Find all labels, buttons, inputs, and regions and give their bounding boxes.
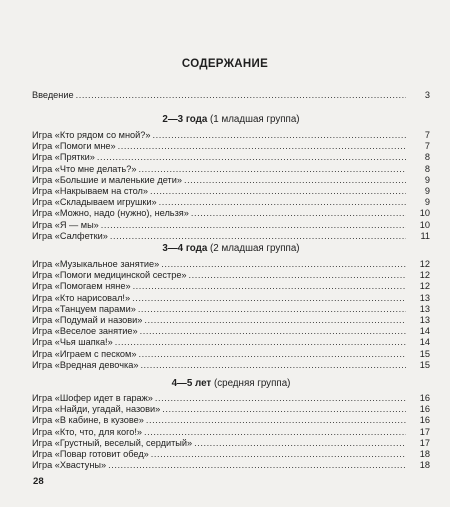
toc-row [32, 438, 430, 449]
leader-dots [110, 231, 406, 242]
leader-dots [159, 197, 406, 208]
toc-page: 7 [424, 141, 430, 152]
leader-dots [184, 175, 406, 186]
leader-dots [138, 164, 406, 175]
toc-label: Введение [32, 90, 74, 100]
toc-label: Игра «Складываем игрушки» [32, 197, 157, 208]
toc-label: Игра «Я — мы» [32, 219, 99, 230]
leader-dots [118, 141, 406, 152]
toc-row [32, 141, 430, 152]
section-list [32, 130, 430, 242]
toc-page: 9 [424, 185, 430, 196]
toc-label: Игра «Салфетки» [32, 230, 108, 241]
toc-label: Игра «Помогаем няне» [32, 281, 131, 292]
leader-dots [144, 315, 406, 326]
intro-row-wrap [32, 90, 430, 101]
toc-page: 18 [419, 460, 430, 471]
leader-dots [162, 404, 406, 415]
leader-dots [101, 220, 406, 231]
leader-dots [151, 449, 406, 460]
toc-label: Игра «Грустный, веселый, сердитый» [32, 437, 193, 448]
toc-page: 13 [419, 303, 430, 314]
toc-page: 9 [424, 174, 430, 185]
toc-page: 17 [419, 437, 430, 448]
toc-page: 13 [419, 314, 430, 325]
toc-row [32, 393, 430, 404]
toc-page: 3 [424, 90, 430, 100]
toc-page: 8 [424, 163, 430, 174]
toc-label: Игра «Подумай и назови» [32, 314, 143, 325]
leader-dots [97, 152, 406, 163]
leader-dots [150, 186, 406, 197]
toc-row [32, 281, 430, 292]
section-age: 4—5 лет [171, 378, 212, 389]
toc-row [32, 130, 430, 141]
toc-row [32, 360, 430, 371]
toc-label: Игра «Помоги мне» [32, 141, 116, 152]
toc-label: Игра «В кабине, в кузове» [32, 415, 144, 426]
toc-label: Игра «Накрываем на стол» [32, 185, 148, 196]
leader-dots [138, 304, 406, 315]
toc-label: Игра «Кто нарисовал!» [32, 292, 131, 303]
toc-page: 10 [419, 208, 430, 219]
toc-row [32, 415, 430, 426]
toc-label: Игра «Чья шапка!» [32, 337, 113, 348]
leader-dots [132, 293, 406, 304]
toc-label: Игра «Повар готовит обед» [32, 448, 149, 459]
toc-page: 12 [419, 281, 430, 292]
toc-row [32, 197, 430, 208]
page-title: СОДЕРЖАНИЕ [181, 58, 269, 70]
leader-dots [140, 326, 406, 337]
section-group: (средняя группа) [213, 378, 291, 389]
toc-label: Игра «Танцуем парами» [32, 303, 136, 314]
leader-dots [146, 415, 406, 426]
toc-page: 14 [419, 326, 430, 337]
toc-page: 18 [419, 448, 430, 459]
toc-row [32, 315, 430, 326]
leader-dots [138, 349, 406, 360]
toc-row [32, 270, 430, 281]
leader-dots [76, 90, 406, 101]
leader-dots [144, 427, 406, 438]
toc-row [32, 231, 430, 242]
toc-row [32, 449, 430, 460]
section-group: (2 младшая группа) [210, 243, 300, 254]
toc-page: 12 [419, 259, 430, 269]
leader-dots [133, 281, 406, 292]
leader-dots [140, 360, 406, 371]
toc-label: Игра «Хвастуны» [32, 460, 107, 471]
toc-label: Игра «Музыкальное занятие» [32, 259, 160, 269]
toc-row [32, 186, 430, 197]
toc-label: Игра «Веселое занятие» [32, 326, 138, 337]
toc-row [32, 349, 430, 360]
toc-row [32, 259, 430, 270]
toc-row [32, 427, 430, 438]
toc-row [32, 164, 430, 175]
section-heading [32, 243, 430, 254]
toc-page: 16 [419, 415, 430, 426]
section-list [32, 259, 430, 371]
leader-dots [108, 460, 406, 471]
toc-page: 16 [419, 393, 430, 403]
toc-label: Игра «Прятки» [32, 152, 95, 163]
toc-page: 15 [419, 359, 430, 370]
toc-page: 16 [419, 404, 430, 415]
toc-page: 8 [424, 152, 430, 163]
leader-dots [194, 438, 406, 449]
toc-page: 7 [424, 130, 430, 140]
toc-page: 14 [419, 337, 430, 348]
section-age: 3—4 года [162, 243, 208, 254]
page-number: 28 [33, 476, 44, 487]
toc-label: Игра «Можно, надо (нужно), нельзя» [32, 208, 189, 219]
toc-row [32, 404, 430, 415]
leader-dots [191, 208, 406, 219]
toc-page: 9 [424, 197, 430, 208]
toc-label: Игра «Что мне делать?» [32, 163, 137, 174]
toc-label: Игра «Помоги медицинской сестре» [32, 270, 187, 281]
section-list [32, 393, 430, 471]
toc-label: Игра «Вредная девочка» [32, 359, 139, 370]
section-age: 2—3 года [162, 114, 208, 125]
toc-row [32, 220, 430, 231]
leader-dots [189, 270, 406, 281]
leader-dots [153, 130, 407, 141]
toc-page: 10 [419, 219, 430, 230]
toc-page: 13 [419, 292, 430, 303]
leader-dots [115, 337, 406, 348]
toc-label: Игра «Шофер идет в гараж» [32, 393, 153, 403]
toc-label: Игра «Кто, что, для кого!» [32, 426, 143, 437]
toc-label: Игра «Большие и маленькие дети» [32, 174, 182, 185]
toc-row [32, 304, 430, 315]
toc-page: 11 [420, 230, 430, 241]
leader-dots [155, 393, 406, 404]
toc-page: 12 [419, 270, 430, 281]
toc-label: Игра «Играем с песком» [32, 348, 137, 359]
toc-row [32, 337, 430, 348]
toc-row-intro [32, 90, 430, 101]
section-heading [32, 114, 430, 125]
toc-label: Игра «Найди, угадай, назови» [32, 404, 161, 415]
toc-row [32, 326, 430, 337]
toc-row [32, 175, 430, 186]
leader-dots [161, 259, 406, 270]
toc-row [32, 208, 430, 219]
toc-row [32, 460, 430, 471]
section-group: (1 младшая группа) [210, 114, 300, 125]
toc-page: 15 [419, 348, 430, 359]
section-heading [32, 378, 430, 389]
toc-label: Игра «Кто рядом со мной?» [32, 130, 151, 140]
bleed-through-text [0, 0, 450, 92]
toc-row [32, 293, 430, 304]
toc-row [32, 152, 430, 163]
toc-page: 17 [419, 426, 430, 437]
